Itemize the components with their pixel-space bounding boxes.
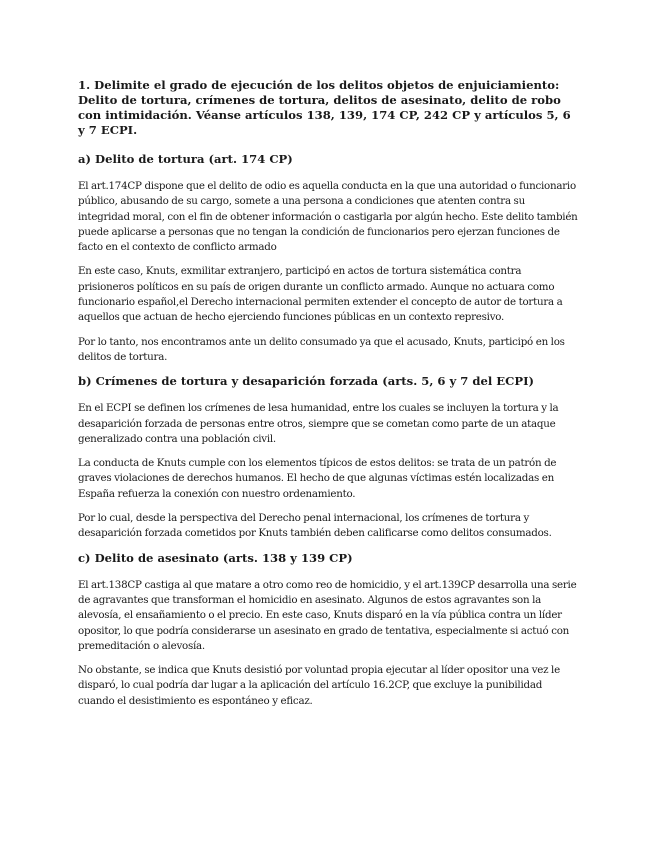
paragraph: No obstante, se indica que Knuts desistió por voluntad propia ejecutar al líder opositor una vez le disparó, lo cual podría dar lugar a la aplicación del artículo 16.2CP, que excluye la punibilidad cuando el desistimiento es espontáneo y eficaz. (78, 664, 560, 707)
section-title: c) Delito de asesinato (arts. 138 y 139 CP) (78, 550, 353, 565)
paragraph: En este caso, Knuts, exmilitar extranjero, participó en actos de tortura sistemática contra prisioneros políticos en su país de origen durante un conflicto armado. Aunque no actuara como funcionario español,el Derecho internacional permiten extender el concepto de autor de tortura a aquellos que actuan de hecho ejerciendo funciones públicas en un contexto represivo. (78, 265, 563, 324)
paragraph: Por lo cual, desde la perspectiva del Derecho penal internacional, los crímenes de tortura y desaparición forzada cometidos por Knuts también deben calificarse como delitos consumados. (78, 512, 552, 540)
paragraph: El art.138CP castiga al que matare a otro como reo de homicidio, y el art.139CP desarrolla una serie de agravantes que transforman el homicidio en asesinato. Algunos de estos agravantes son la alevosía, el ensañamiento o el precio. En este caso, Knuts disparó en la vía pública contra un líder opositor, lo que podría considerarse un asesinato en grado de tentativa, especialmente si actuó con premeditación o alevosía. (78, 578, 577, 652)
paragraph: La conducta de Knuts cumple con los elementos típicos de estos delitos: se trata de un patrón de graves violaciones de derechos humanos. El hecho de que algunas víctimas estén localizadas en España refuerza la conexión con nuestro ordenamiento. (78, 457, 557, 500)
section-title: b) Crímenes de tortura y desaparición forzada (arts. 5, 6 y 7 del ECPI) (78, 374, 535, 389)
paragraph: El art.174CP dispone que el delito de odio es aquella conducta en la que una autoridad o funcionario público, abusando de su cargo, somete a una persona a condiciones que atenten contra su integridad moral, con el fin de obtener información o castigarla por algún hecho. Este delito también puede aplicarse a personas que no tengan la condición de funcionarios pero ejerzan funciones de facto en el contexto de conflicto armado (78, 180, 578, 254)
section-crimenes (78, 374, 578, 541)
section-tortura (78, 152, 578, 365)
section-title: a) Delito de tortura (art. 174 CP) (78, 152, 293, 166)
section-asesinato (78, 551, 578, 709)
question-heading: 1. Delimite el grado de ejecución de los delitos objetos de enjuiciamiento: Delito de tortura, crímenes de tortura, delitos de asesinato, delito de robo con intimidación. Véanse artículos 138, 139, 174 CP, 242 CP y artículos 5, 6 y 7 ECPI. (78, 78, 571, 137)
paragraph: Por lo tanto, nos encontramos ante un delito consumado ya que el acusado, Knuts, participó en los delitos de tortura. (78, 335, 565, 363)
paragraph: En el ECPI se definen los crímenes de lesa humanidad, entre los cuales se incluyen la tortura y la desaparición forzada de personas entre otros, siempre que se cometan como parte de un ataque generalizado contra una población civil. (78, 402, 559, 445)
document-body (78, 78, 578, 718)
